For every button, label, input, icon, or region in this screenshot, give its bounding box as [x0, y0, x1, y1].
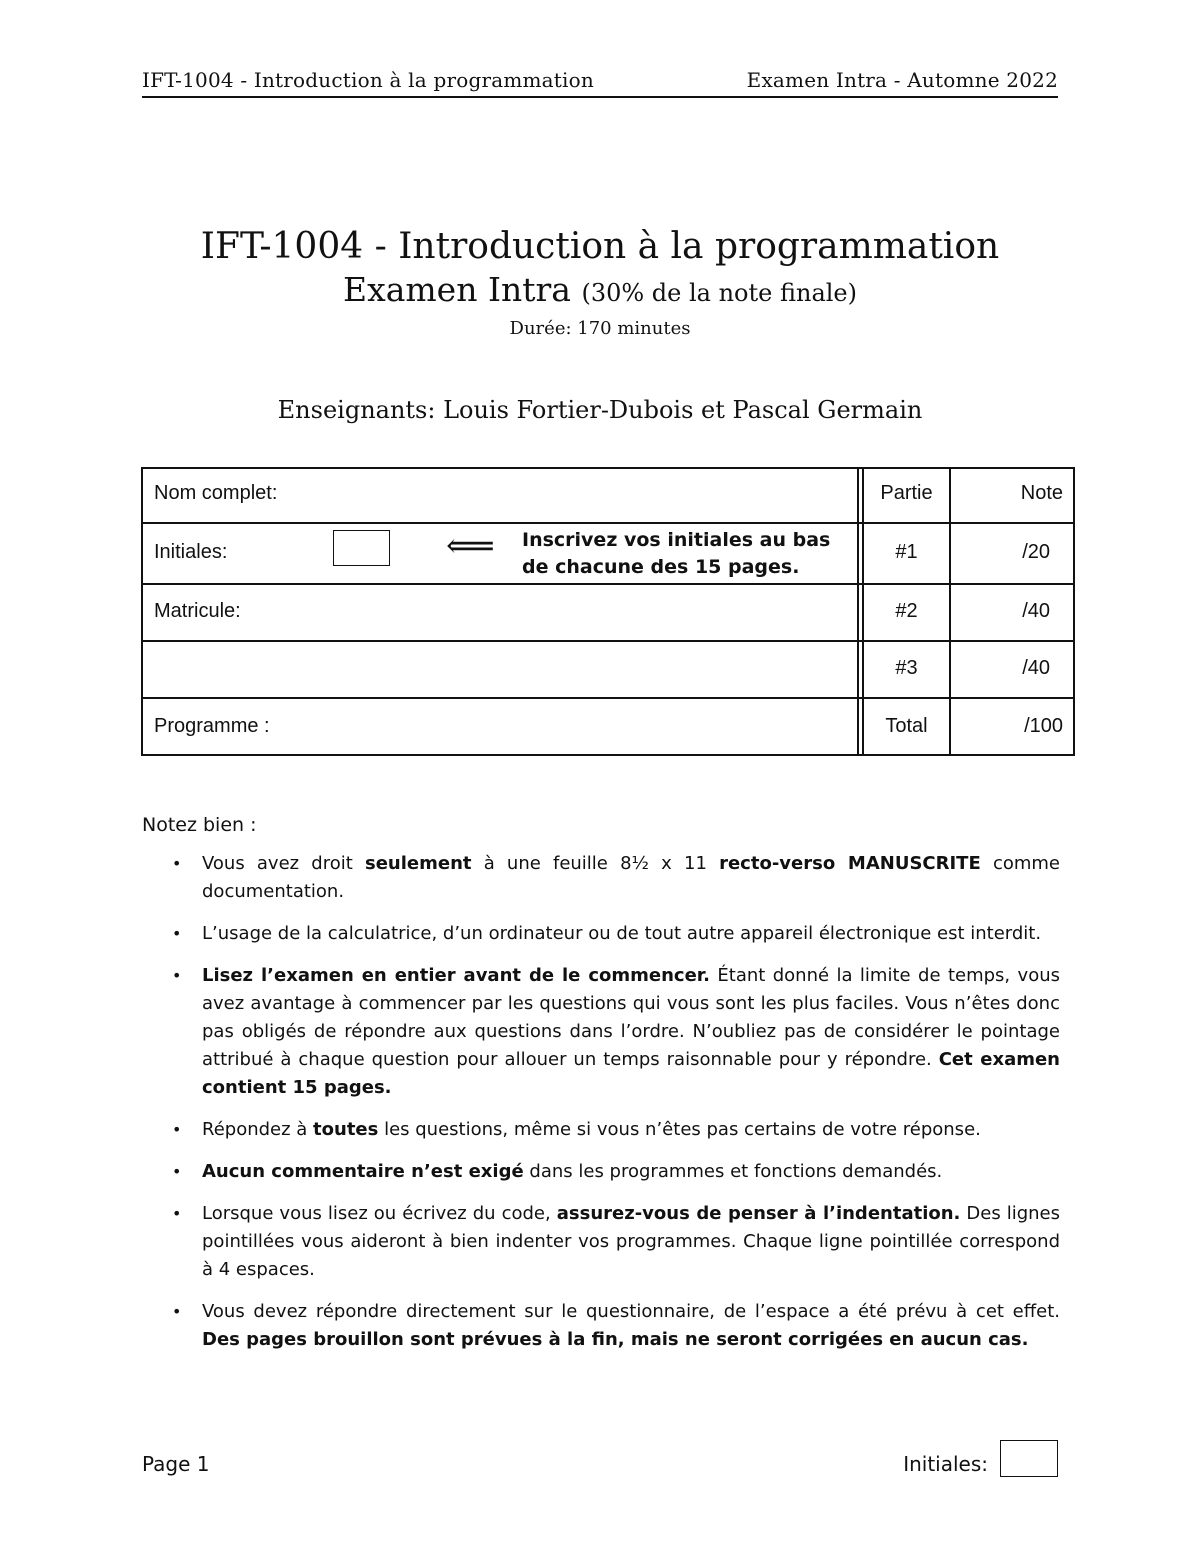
exam-duration: Durée: 170 minutes: [509, 318, 691, 339]
instruction-emphasis: toutes: [313, 1119, 379, 1140]
exam-type: Examen Intra: [343, 270, 571, 309]
page-number: Page 1: [142, 1452, 210, 1476]
instruction-text: Vous devez répondre directement sur le questionnaire, de l’espace a été prévu à cet effet.: [202, 1301, 1060, 1322]
partie-cell: #2: [895, 600, 918, 622]
instruction-emphasis: Lisez l’examen en entier avant de le commencer.: [202, 965, 710, 986]
instruction-emphasis: recto-verso MANUSCRITE: [719, 853, 981, 874]
left-arrow-icon: ⟸: [446, 526, 495, 566]
instruction-item: [142, 1158, 1060, 1186]
instruction-text: comme documentation.: [202, 853, 1061, 902]
instruction-emphasis: Aucun commentaire n’est exigé: [202, 1161, 524, 1182]
initiales-label: Initiales:: [154, 541, 228, 563]
row-line: [141, 640, 1075, 642]
running-header-course: IFT-1004 - Introduction à la programmation: [142, 68, 594, 92]
header-rule: [142, 96, 1058, 98]
instruction-item: [142, 1116, 1060, 1144]
instruction-emphasis: assurez-vous de penser à l’indentation.: [556, 1203, 961, 1224]
row-line: [141, 522, 1075, 524]
row-line: [141, 583, 1075, 585]
partie-cell: #1: [895, 541, 918, 563]
initiales-instruction: Inscrivez vos initiales au bas de chacune des 15 pages.: [522, 529, 831, 578]
exam-weight: (30% de la note finale): [581, 279, 857, 307]
note-cell: /40: [1022, 600, 1050, 622]
notes-heading: Notez bien :: [142, 814, 257, 836]
exam-title: IFT-1004 - Introduction à la programmation: [200, 226, 1000, 267]
instruction-text: Vous avez droit: [202, 853, 365, 874]
instruction-item: [142, 1200, 1060, 1284]
instruction-item: [142, 962, 1060, 1102]
instruction-emphasis: seulement: [365, 853, 472, 874]
partie-cell: Total: [885, 715, 928, 737]
row-line: [141, 697, 1075, 699]
instruction-text: à une feuille 8½ x 11: [471, 853, 720, 874]
col-header-partie: Partie: [880, 482, 933, 504]
note-cell: /20: [1022, 541, 1050, 563]
footer-initiales-field[interactable]: [1000, 1440, 1058, 1477]
instruction-item: [142, 1298, 1060, 1354]
instruction-item: [142, 850, 1060, 906]
instructions-list: [142, 850, 1060, 1368]
instruction-text: Étant donné la limite de temps, vous avez avantage à commencer par les questions qui vous sont les plus faciles. Vous n’êtes donc pas obligés de répondre aux questions dans l’ordre. N’oubliez pas de considérer le pointage attribué à chaque question pour allouer un temps raisonnable pour y répondre.: [202, 965, 1061, 1070]
instruction-text: Des lignes pointillées vous aideront à bien indenter vos programmes. Chaque ligne pointillée correspond à 4 espaces.: [202, 1203, 1061, 1280]
matricule-label: Matricule:: [154, 600, 241, 622]
instruction-text: L’usage de la calculatrice, d’un ordinateur ou de tout autre appareil électronique est interdit.: [202, 923, 1042, 944]
instruction-item: [142, 920, 1060, 948]
student-info-table: [141, 467, 1075, 756]
exam-subtitle: [0, 270, 1200, 309]
table-border-right: [1073, 467, 1075, 756]
col-header-note: Note: [1020, 482, 1063, 504]
running-header-exam: Examen Intra - Automne 2022: [746, 68, 1058, 92]
programme-label: Programme :: [154, 715, 270, 737]
instruction-text: les questions, même si vous n’êtes pas certains de votre réponse.: [378, 1119, 981, 1140]
table-border-bottom: [141, 754, 1075, 756]
instruction-emphasis: Des pages brouillon sont prévues à la fin, mais ne seront corrigées en aucun cas.: [202, 1329, 1029, 1350]
table-border-left: [141, 467, 143, 756]
instruction-text: Répondez à: [202, 1119, 314, 1140]
instruction-text: Lorsque vous lisez ou écrivez du code,: [202, 1203, 557, 1224]
exam-teachers: Enseignants: Louis Fortier-Dubois et Pascal Germain: [277, 396, 923, 424]
table-border-top: [141, 467, 1075, 469]
partie-cell: #3: [895, 657, 918, 679]
double-line-a: [857, 467, 859, 756]
note-cell: /40: [1022, 657, 1050, 679]
instruction-emphasis: Cet examen contient 15 pages.: [202, 1049, 1060, 1098]
initiales-field[interactable]: [333, 530, 390, 566]
footer-initiales-label: Initiales:: [903, 1452, 988, 1476]
note-cell: /100: [1024, 715, 1063, 737]
instruction-text: dans les programmes et fonctions demandés.: [523, 1161, 943, 1182]
nom-label: Nom complet:: [154, 482, 278, 504]
